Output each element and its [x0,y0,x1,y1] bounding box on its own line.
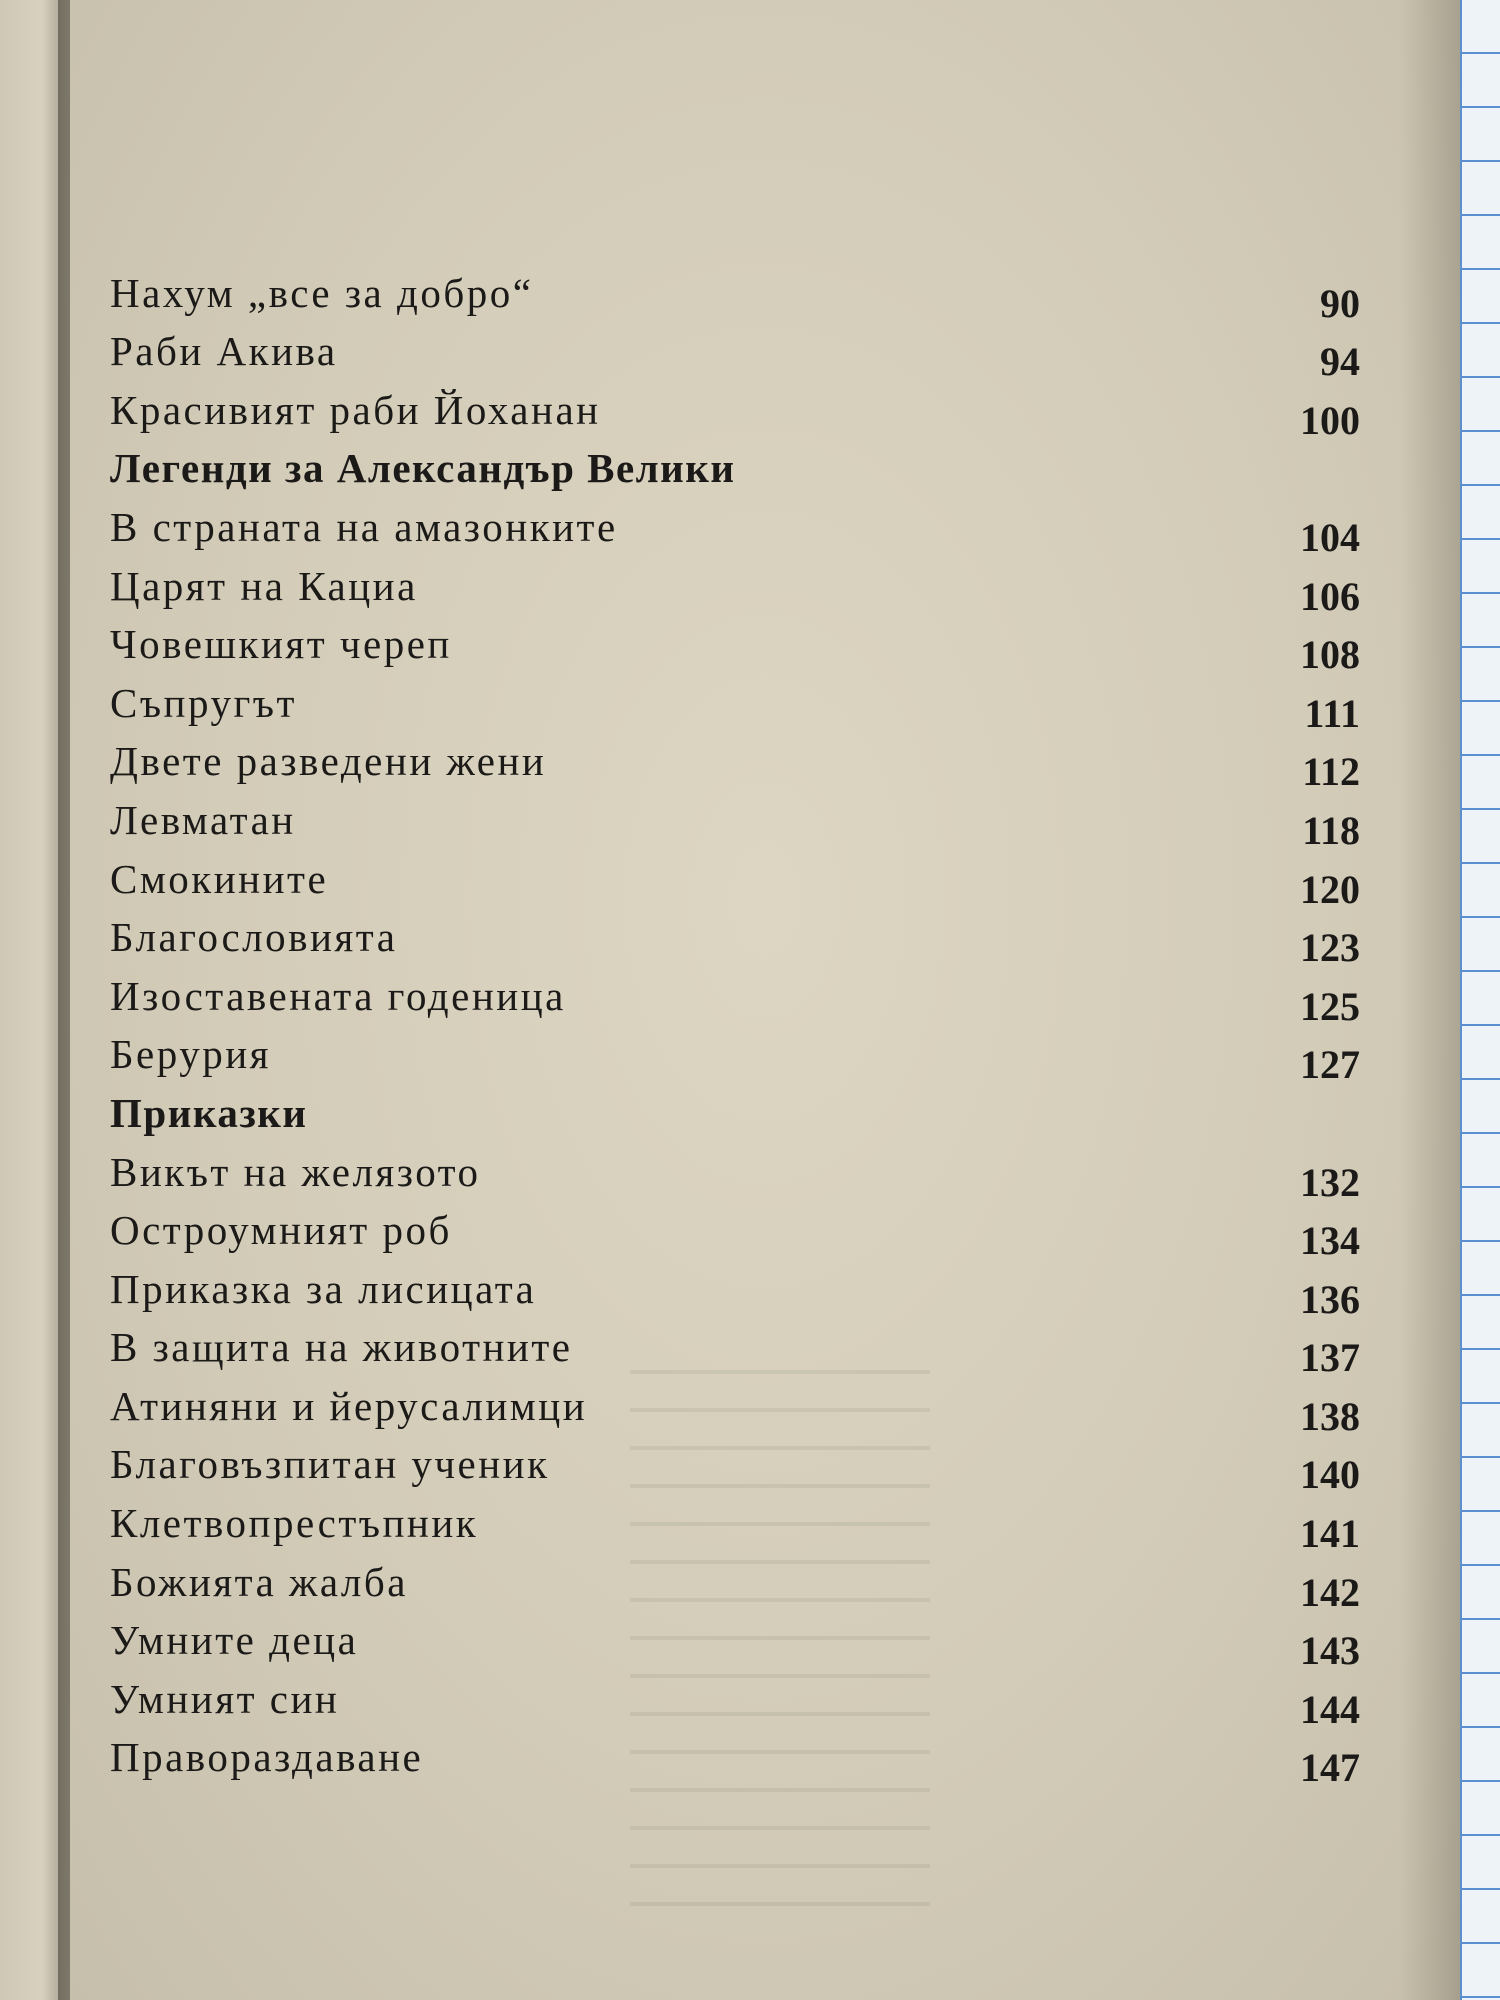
book-page [70,0,1460,2000]
toc-entry [110,1557,1360,1616]
toc-entry-title: Красивият раби Йоханан [110,386,601,433]
toc-entry-title: Приказка за лисицата [110,1265,537,1312]
toc-entry-page: 111 [1304,690,1360,736]
toc-entry-title: Остроумният роб [110,1207,452,1254]
toc-entry-title: Атиняни и йерусалимци [110,1382,588,1429]
toc-entry-title: Царят на Кациа [110,562,418,609]
toc-entry-title: Благовъзпитан ученик [110,1441,550,1488]
toc-entry [110,1206,1360,1265]
toc-entry [110,1147,1360,1206]
toc-entry [110,327,1360,386]
toc-entry-page: 106 [1300,573,1360,619]
toc-entry [110,1674,1360,1733]
toc-entry-page: 140 [1300,1452,1360,1498]
toc-entry [110,795,1360,854]
toc-entry-page: 137 [1300,1335,1360,1381]
toc-entry-title: Божията жалба [110,1558,408,1605]
toc-entry-page: 147 [1300,1745,1360,1791]
toc-entry [110,1264,1360,1323]
toc-entry-page: 132 [1300,1159,1360,1205]
toc-entry-page: 144 [1300,1686,1360,1732]
toc-entry [110,268,1360,327]
toc-entry-page: 120 [1300,866,1360,912]
toc-entry [110,620,1360,679]
toc-entry-title: Приказки [110,1089,308,1136]
toc-entry-page: 142 [1300,1569,1360,1615]
toc-entry-title: Изоставената годеница [110,972,566,1019]
toc-entry-title: В страната на амазонките [110,503,618,550]
toc-entry-page: 94 [1320,339,1360,385]
toc-entry-title: Нахум „все за добро“ [110,269,534,316]
toc-entry [110,1733,1360,1792]
toc-entry [110,678,1360,737]
toc-section-heading [110,444,1360,503]
toc-entry-title: Берурия [110,1031,271,1078]
toc-entry [110,1440,1360,1499]
toc-entry [110,561,1360,620]
toc-entry-title: Двете разведени жени [110,738,547,785]
toc-entry-title: Умните деца [110,1617,359,1664]
toc-entry [110,737,1360,796]
toc-entry-page: 143 [1300,1628,1360,1674]
grid-paper-edge [1460,0,1500,2000]
toc-entry-page: 123 [1300,925,1360,971]
toc-entry-page: 138 [1300,1393,1360,1439]
toc-entry-title: Човешкият череп [110,621,452,668]
toc-entry-page: 127 [1300,1042,1360,1088]
toc-entry-page: 108 [1300,632,1360,678]
toc-entry-page: 104 [1300,514,1360,560]
toc-entry-title: Раби Акива [110,328,338,375]
toc-section-heading [110,1088,1360,1147]
toc-entry-page: 118 [1302,807,1360,853]
toc-entry-page: 125 [1300,983,1360,1029]
toc-entry-page: 134 [1300,1218,1360,1264]
toc-entry-title: Легенди за Александър Велики [110,445,736,492]
toc-entry-title: Правораздаване [110,1734,424,1781]
table-of-contents [110,268,1360,1791]
toc-entry-title: Клетвопрестъпник [110,1500,479,1547]
toc-entry-page: 141 [1300,1511,1360,1557]
toc-entry-page: 100 [1300,397,1360,443]
toc-entry [110,502,1360,561]
toc-entry [110,1498,1360,1557]
toc-entry [110,971,1360,1030]
toc-entry-page: 90 [1320,280,1360,326]
toc-entry [110,854,1360,913]
toc-entry [110,1381,1360,1440]
toc-entry-title: Викът на желязото [110,1148,481,1195]
toc-entry [110,385,1360,444]
toc-entry-title: В защита на животните [110,1324,573,1371]
toc-entry-title: Умният син [110,1675,340,1722]
toc-entry-page: 136 [1300,1276,1360,1322]
toc-entry-page: 112 [1302,749,1360,795]
toc-entry-title: Благословията [110,914,398,961]
toc-entry-title: Съпругът [110,679,297,726]
toc-entry [110,1323,1360,1382]
toc-entry [110,1616,1360,1675]
toc-entry-title: Левматан [110,796,296,843]
toc-entry [110,1030,1360,1089]
toc-entry [110,913,1360,972]
toc-entry-title: Смокините [110,855,329,902]
